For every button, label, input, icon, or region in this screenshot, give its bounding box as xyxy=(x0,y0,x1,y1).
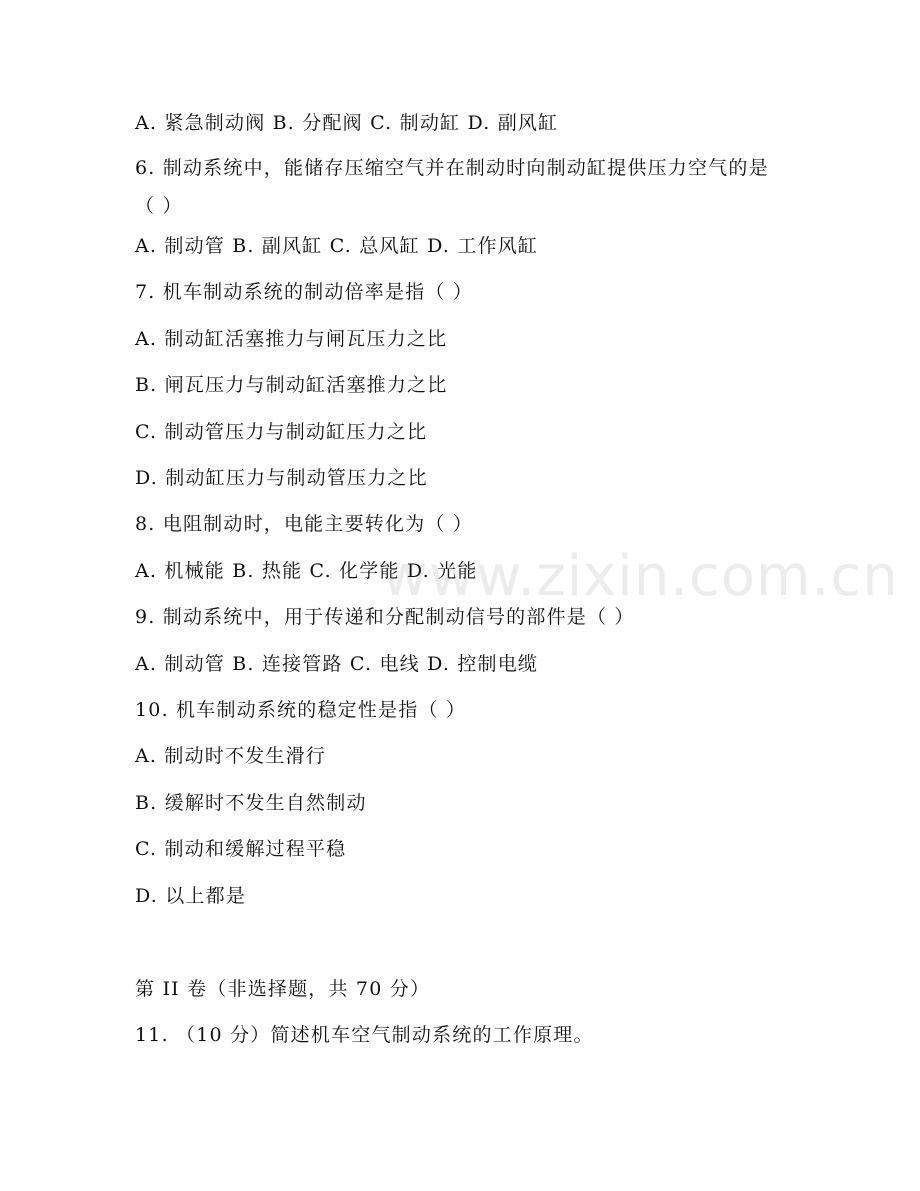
q5-options-line: A. 紧急制动阀 B. 分配阀 C. 制动缸 D. 副风缸 xyxy=(135,112,559,134)
q6-text: 6. 制动系统中，能储存压缩空气并在制动时向制动缸提供压力空气的是（ ） xyxy=(135,157,769,217)
q9-options-line: A. 制动管 B. 连接管路 C. 电线 D. 控制电缆 xyxy=(135,653,539,675)
q7-text: 7. 机车制动系统的制动倍率是指（ ） xyxy=(135,281,474,303)
section-title: 第 II 卷（非选择题，共 70 分） xyxy=(135,978,431,1000)
q7-option-b: B. 闸瓦压力与制动缸活塞推力之比 xyxy=(135,374,448,396)
q9-text: 9. 制动系统中，用于传递和分配制动信号的部件是（ ） xyxy=(135,606,635,628)
watermark-text: www.zixin.com.cn xyxy=(382,544,899,609)
q10-option-b: B. 缓解时不发生自然制动 xyxy=(135,792,367,814)
q10-text: 10. 机车制动系统的稳定性是指（ ） xyxy=(135,699,467,721)
q8-text: 8. 电阻制动时，电能主要转化为（ ） xyxy=(135,513,474,535)
q6-options-line: A. 制动管 B. 副风缸 C. 总风缸 D. 工作风缸 xyxy=(135,235,539,257)
q10-option-c: C. 制动和缓解过程平稳 xyxy=(135,838,347,860)
q11-text: 11. （10 分）简述机车空气制动系统的工作原理。 xyxy=(135,1024,594,1046)
q10-option-d: D. 以上都是 xyxy=(135,885,247,907)
q7-option-d: D. 制动缸压力与制动管压力之比 xyxy=(135,467,428,489)
q8-options-line: A. 机械能 B. 热能 C. 化学能 D. 光能 xyxy=(135,560,478,582)
q10-option-a: A. 制动时不发生滑行 xyxy=(135,745,327,767)
q7-option-c: C. 制动管压力与制动缸压力之比 xyxy=(135,421,428,443)
q7-option-a: A. 制动缸活塞推力与闸瓦压力之比 xyxy=(135,328,448,350)
